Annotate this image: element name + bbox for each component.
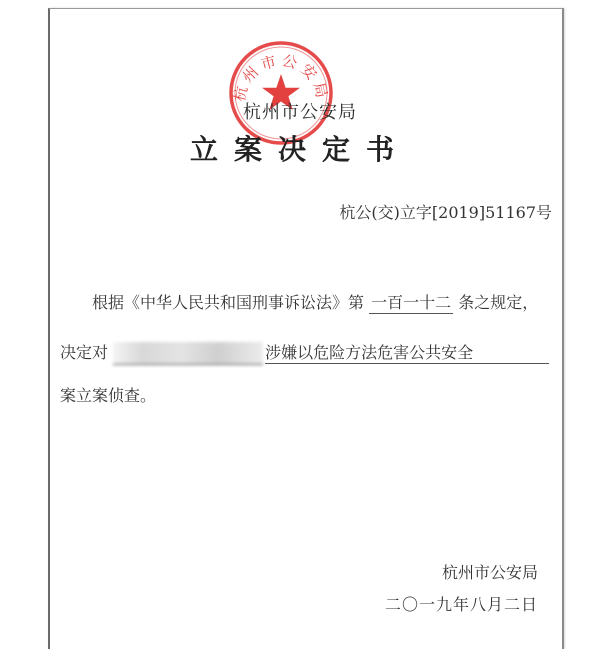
body-line-1 — [92, 290, 538, 314]
svg-text:杭州市公安局: 杭州市公安局 — [230, 51, 332, 104]
crime-description: 涉嫌以危险方法危害公共安全 — [265, 340, 549, 364]
document-number: 杭公(交)立字[2019]51167号 — [339, 203, 552, 222]
issuing-authority: 杭州市公安局 — [441, 563, 538, 582]
regulation-suffix: 条之规定， — [458, 293, 539, 312]
law-reference: 根据《中华人民共和国刑事诉讼法》第 — [92, 293, 365, 312]
document-title: 立案决定书 — [189, 133, 410, 166]
redacted-names — [113, 342, 263, 365]
article-number: 一百一十二 — [369, 290, 453, 314]
case-filing-text: 案立案侦查。 — [60, 386, 157, 405]
decision-prefix: 决定对 — [60, 343, 109, 362]
issue-date: 二〇一九年八月二日 — [384, 595, 538, 614]
body-line-2 — [60, 340, 549, 365]
body-line-3 — [60, 383, 156, 406]
agency-title: 杭州市公安局 — [243, 102, 357, 123]
